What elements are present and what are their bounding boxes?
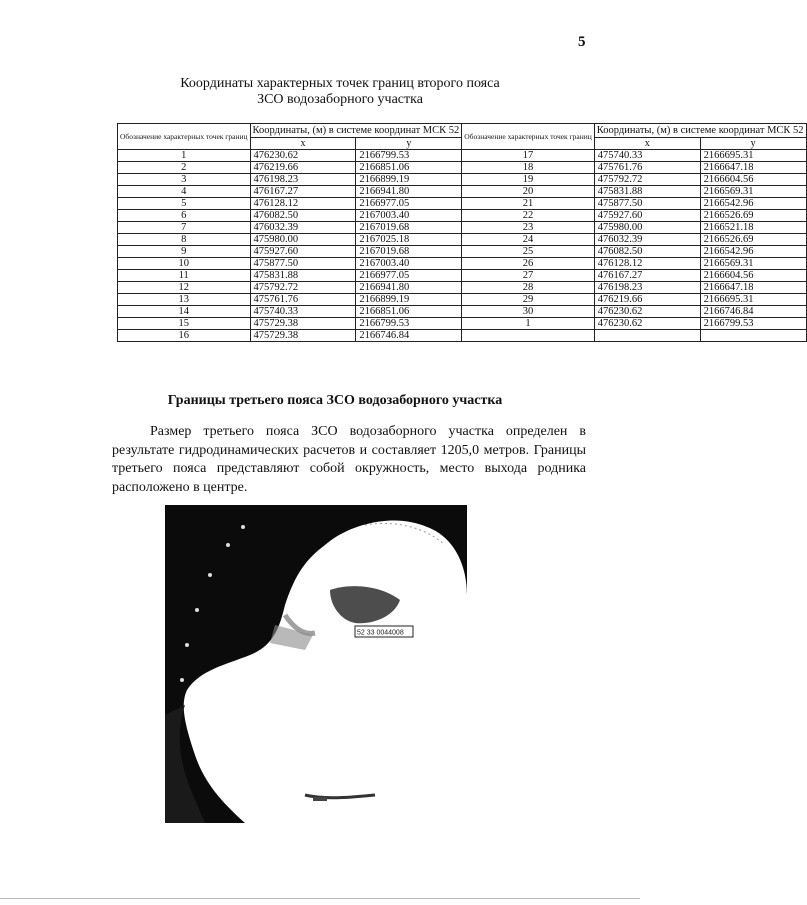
- point-id-cell: 24: [462, 234, 595, 246]
- x-cell: 476219.66: [250, 162, 356, 174]
- table-row: [118, 270, 807, 282]
- header-x-left: x: [250, 138, 356, 150]
- x-cell: 476230.62: [594, 318, 700, 330]
- point-id-cell: 25: [462, 246, 595, 258]
- point-id-cell: 2: [118, 162, 251, 174]
- point-id-cell: 15: [118, 318, 251, 330]
- x-cell: 476219.66: [594, 294, 700, 306]
- y-cell: [700, 330, 806, 342]
- y-cell: 2167019.68: [356, 246, 462, 258]
- paragraph-text: Размер третьего пояса ЗСО водозаборного участка определен в результате гидродинамических расчетов и составляет 1205,0 метров. Границы третьего пояса представляют собой окружность, место выхода родника расположено в центре.: [112, 424, 586, 495]
- x-cell: 475927.60: [250, 246, 356, 258]
- y-cell: 2166569.31: [700, 258, 806, 270]
- table-row: [118, 150, 807, 162]
- y-cell: 2166647.18: [700, 282, 806, 294]
- x-cell: 476032.39: [594, 234, 700, 246]
- point-id-cell: 1: [118, 150, 251, 162]
- x-cell: 476198.23: [594, 282, 700, 294]
- x-cell: 475729.38: [250, 330, 356, 342]
- x-cell: 476082.50: [250, 210, 356, 222]
- x-cell: 475980.00: [594, 222, 700, 234]
- x-cell: 475761.76: [594, 162, 700, 174]
- point-id-cell: 16: [118, 330, 251, 342]
- x-cell: 475831.88: [594, 186, 700, 198]
- map-label: 52 33 0044008: [357, 629, 404, 637]
- y-cell: 2166746.84: [356, 330, 462, 342]
- point-id-cell: 6: [118, 210, 251, 222]
- point-id-cell: 21: [462, 198, 595, 210]
- body-paragraph: [112, 423, 586, 497]
- table-row: [118, 282, 807, 294]
- y-cell: 2166695.31: [700, 294, 806, 306]
- y-cell: 2166899.19: [356, 174, 462, 186]
- table-row: [118, 294, 807, 306]
- x-cell: 475740.33: [594, 150, 700, 162]
- table-heading-line2: ЗСО водозаборного участка: [257, 92, 423, 107]
- table-row: [118, 186, 807, 198]
- point-id-cell: 12: [118, 282, 251, 294]
- point-id-cell: 27: [462, 270, 595, 282]
- x-cell: 475927.60: [594, 210, 700, 222]
- coordinates-table: [117, 123, 807, 342]
- point-id-cell: 19: [462, 174, 595, 186]
- x-cell: 476032.39: [250, 222, 356, 234]
- header-point-right: Обозначение характерных точек границ: [462, 124, 595, 150]
- point-id-cell: 28: [462, 282, 595, 294]
- point-id-cell: 4: [118, 186, 251, 198]
- point-id-cell: 29: [462, 294, 595, 306]
- table-row: [118, 306, 807, 318]
- table-row: [118, 246, 807, 258]
- y-cell: 2167003.40: [356, 258, 462, 270]
- table-row: [118, 174, 807, 186]
- point-id-cell: 30: [462, 306, 595, 318]
- table-row: [118, 198, 807, 210]
- x-cell: 475877.50: [250, 258, 356, 270]
- x-cell: 476167.27: [250, 186, 356, 198]
- x-cell: 476128.12: [250, 198, 356, 210]
- y-cell: 2166521.18: [700, 222, 806, 234]
- x-cell: 476082.50: [594, 246, 700, 258]
- point-id-cell: 5: [118, 198, 251, 210]
- x-cell: 475980.00: [250, 234, 356, 246]
- x-cell: 476167.27: [594, 270, 700, 282]
- table-row: [118, 330, 807, 342]
- y-cell: 2166569.31: [700, 186, 806, 198]
- point-id-cell: 18: [462, 162, 595, 174]
- header-y-right: y: [700, 138, 806, 150]
- point-id-cell: 13: [118, 294, 251, 306]
- table-row: [118, 210, 807, 222]
- y-cell: 2166604.56: [700, 174, 806, 186]
- point-id-cell: 9: [118, 246, 251, 258]
- x-cell: 476198.23: [250, 174, 356, 186]
- point-id-cell: 26: [462, 258, 595, 270]
- x-cell: 475792.72: [250, 282, 356, 294]
- y-cell: 2166526.69: [700, 234, 806, 246]
- x-cell: 475831.88: [250, 270, 356, 282]
- y-cell: 2166851.06: [356, 306, 462, 318]
- y-cell: 2166851.06: [356, 162, 462, 174]
- zone-map-image: [165, 505, 467, 823]
- point-id-cell: 14: [118, 306, 251, 318]
- table-row: [118, 234, 807, 246]
- y-cell: 2166647.18: [700, 162, 806, 174]
- y-cell: 2166941.80: [356, 282, 462, 294]
- x-cell: 475792.72: [594, 174, 700, 186]
- section-title: Границы третьего пояса ЗСО водозаборного участка: [167, 393, 503, 408]
- y-cell: 2166695.31: [700, 150, 806, 162]
- x-cell: 475877.50: [594, 198, 700, 210]
- x-cell: 475740.33: [250, 306, 356, 318]
- y-cell: 2167025.18: [356, 234, 462, 246]
- y-cell: 2167019.68: [356, 222, 462, 234]
- y-cell: 2166977.05: [356, 198, 462, 210]
- header-coords-right: Координаты, (м) в системе координат МСК 52: [594, 124, 806, 138]
- table-row: [118, 222, 807, 234]
- point-id-cell: 22: [462, 210, 595, 222]
- header-coords-left: Координаты, (м) в системе координат МСК 52: [250, 124, 462, 138]
- point-id-cell: [462, 330, 595, 342]
- x-cell: 475761.76: [250, 294, 356, 306]
- table-row: [118, 258, 807, 270]
- x-cell: 475729.38: [250, 318, 356, 330]
- y-cell: 2166799.53: [700, 318, 806, 330]
- point-id-cell: 23: [462, 222, 595, 234]
- page-bottom-edge: [0, 898, 640, 899]
- y-cell: 2166899.19: [356, 294, 462, 306]
- point-id-cell: 17: [462, 150, 595, 162]
- y-cell: 2166542.96: [700, 198, 806, 210]
- y-cell: 2166977.05: [356, 270, 462, 282]
- y-cell: 2166799.53: [356, 150, 462, 162]
- y-cell: 2166542.96: [700, 246, 806, 258]
- x-cell: 476230.62: [594, 306, 700, 318]
- header-x-right: x: [594, 138, 700, 150]
- y-cell: 2166799.53: [356, 318, 462, 330]
- header-y-left: y: [356, 138, 462, 150]
- point-id-cell: 8: [118, 234, 251, 246]
- y-cell: 2166941.80: [356, 186, 462, 198]
- y-cell: 2166746.84: [700, 306, 806, 318]
- y-cell: 2166526.69: [700, 210, 806, 222]
- header-point-left: Обозначение характерных точек границ: [118, 124, 251, 150]
- page-number: 5: [578, 34, 586, 50]
- table-heading-line1: Координаты характерных точек границ второго пояса: [180, 76, 500, 91]
- point-id-cell: 20: [462, 186, 595, 198]
- point-id-cell: 1: [462, 318, 595, 330]
- table-row: [118, 162, 807, 174]
- point-id-cell: 7: [118, 222, 251, 234]
- x-cell: 476230.62: [250, 150, 356, 162]
- point-id-cell: 3: [118, 174, 251, 186]
- x-cell: 476128.12: [594, 258, 700, 270]
- point-id-cell: 10: [118, 258, 251, 270]
- table-row: [118, 318, 807, 330]
- y-cell: 2167003.40: [356, 210, 462, 222]
- point-id-cell: 11: [118, 270, 251, 282]
- y-cell: 2166604.56: [700, 270, 806, 282]
- x-cell: [594, 330, 700, 342]
